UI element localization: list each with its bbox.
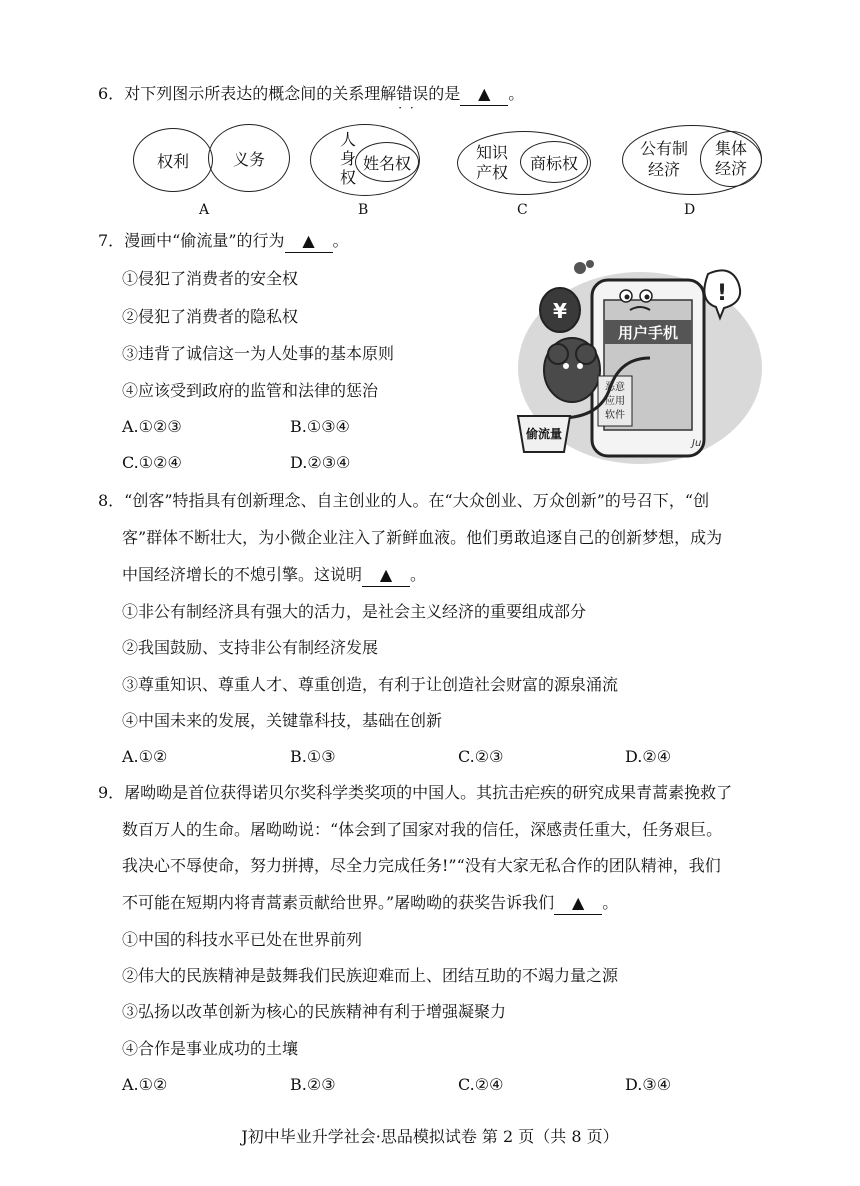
q6-stem-suffix: 的是	[428, 84, 461, 103]
q7-item: ④应该受到政府的监管和法律的惩治	[122, 381, 379, 400]
q7-stem-text: 7．漫画中“偷流量”的行为	[98, 231, 285, 250]
q6-period: 。	[508, 84, 525, 103]
q7-option-a: A.①②③	[122, 417, 182, 436]
diagram-c-outer-line: 产权	[476, 163, 509, 182]
answer-blank: ▲	[285, 230, 333, 253]
diagram-d-outer-text	[640, 138, 688, 180]
q7-item: ②侵犯了消费者的隐私权	[122, 307, 299, 326]
q7-period: 。	[332, 231, 349, 250]
diagram-d-inner-line: 经济	[714, 159, 747, 178]
q9-stem-line: 9．屠呦呦是首位获得诺贝尔奖科学类奖项的中国人。其抗击疟疾的研究成果青蒿素挽救了	[98, 783, 733, 802]
q8-item: ④中国未来的发展，关键靠科技，基础在创新	[122, 711, 443, 730]
q7-option-c: C.①②④	[122, 453, 182, 472]
page-footer: J初中毕业升学社会·思品模拟试卷 第 2 页（共 8 页）	[241, 1127, 619, 1146]
diagram-d-outer-line: 公有制	[640, 139, 689, 158]
diagram-c-outer-line: 知识	[476, 143, 509, 162]
q9-stem-line: 不可能在短期内将青蒿素贡献给世界。”屠呦呦的获奖告诉我们	[122, 893, 555, 912]
q9-item: ①中国的科技水平已处在世界前列	[122, 930, 363, 949]
answer-blank: ▲	[362, 564, 410, 587]
q8-item: ②我国鼓励、支持非公有制经济发展	[122, 638, 379, 657]
diagram-a-label: A	[199, 202, 210, 218]
q9-option-d: D.③④	[625, 1075, 672, 1094]
cartoon-illustration	[500, 258, 762, 464]
diagram-a-left-text: 权利	[156, 151, 189, 171]
cartoon-app-text: 恶意	[605, 382, 625, 393]
q8-item: ①非公有制经济具有强大的活力，是社会主义经济的重要组成部分	[122, 602, 587, 621]
q9-stem-line: 数百万人的生命。屠呦呦说：“体会到了国家对我的信任，深感责任重大，任务艰巨。	[122, 820, 723, 839]
diagram-a-left-circle	[133, 128, 213, 192]
q8-option-d: D.②④	[625, 747, 672, 766]
diagram-d-label: D	[684, 202, 696, 218]
q7-item: ③违背了诚信这一为人处事的基本原则	[122, 344, 395, 363]
diagram-c-label: C	[517, 202, 528, 218]
q9-item: ③弘扬以改革创新为核心的民族精神有利于增强凝聚力	[122, 1002, 507, 1021]
exclamation-icon: !	[716, 281, 728, 306]
q8-option-c: C.②③	[458, 747, 504, 766]
diagram-a-right-text: 义务	[232, 149, 265, 169]
answer-blank: ▲	[554, 892, 602, 915]
q7-stem	[98, 230, 349, 253]
diagram-b-label: B	[358, 202, 369, 218]
q8-stem-line: 中国经济增长的不熄引擎。这说明	[122, 565, 363, 584]
diagram-b-outer-char: 权	[339, 168, 356, 187]
cartoon-bucket-text: 偷流量	[525, 427, 563, 441]
artist-signature: Ju	[692, 438, 702, 449]
q7-option-d: D.②③④	[290, 453, 351, 472]
diagram-c-inner-ellipse	[520, 141, 588, 183]
diagram-a-right-circle	[208, 124, 290, 192]
q7-option-b: B.①③④	[290, 417, 350, 436]
cartoon-app-text: 应用	[605, 396, 625, 407]
diagram-b-outer-char: 身	[339, 149, 356, 168]
q8-period: 。	[410, 565, 427, 584]
diagram-b-inner-text: 姓名权	[362, 153, 411, 173]
q7-item: ①侵犯了消费者的安全权	[122, 269, 299, 288]
q6-number: 6．	[98, 84, 125, 103]
q9-stem-line: 我决心不辱使命，努力拼搏，尽全力完成任务!”“没有大家无私合作的团队精神，我们	[122, 856, 721, 875]
q8-option-b: B.①③	[290, 747, 336, 766]
diagram-c-inner-text: 商标权	[529, 153, 578, 173]
q6-stem-text: 对下列图示所表达的概念间的关系理解	[124, 84, 397, 103]
q9-stem-last	[122, 892, 618, 915]
diagram-d-inner-line: 集体	[714, 139, 747, 158]
q8-option-a: A.①②	[122, 747, 168, 766]
q6-stem	[98, 83, 524, 106]
diagram-d-outer-line: 经济	[648, 160, 681, 179]
yuan-icon: ¥	[553, 299, 567, 323]
q8-stem-line: 客”群体不断壮大，为小微企业注入了新鲜血液。他们勇敢追逐自己的创新梦想，成为	[122, 528, 723, 547]
q9-option-a: A.①②	[122, 1075, 168, 1094]
q8-item: ③尊重知识、尊重人才、尊重创造，有利于让创造社会财富的源泉涌流	[122, 675, 619, 694]
q9-item: ④合作是事业成功的土壤	[122, 1039, 299, 1058]
q9-period: 。	[602, 893, 619, 912]
q9-option-b: B.②③	[290, 1075, 336, 1094]
q8-stem-line: 8．“创客”特指具有创新理念、自主创业的人。在“大众创业、万众创新”的号召下，“创	[98, 491, 710, 510]
cartoon-phone-text: 用户手机	[617, 324, 679, 342]
diagram-b-outer-char: 人	[339, 130, 356, 149]
q6-emphasis: 错误 · ·	[396, 83, 428, 105]
q9-item: ②伟大的民族精神是鼓舞我们民族迎难而上、团结互助的不竭力量之源	[122, 966, 619, 985]
diagram-c-outer-text	[476, 143, 508, 183]
cartoon-app-text: 软件	[605, 410, 625, 421]
diagram-b-inner-ellipse	[355, 142, 419, 182]
diagram-d-inner-ellipse	[700, 131, 762, 187]
answer-blank: ▲	[460, 83, 508, 106]
q8-stem-last	[122, 564, 426, 587]
q9-option-c: C.②④	[458, 1075, 504, 1094]
